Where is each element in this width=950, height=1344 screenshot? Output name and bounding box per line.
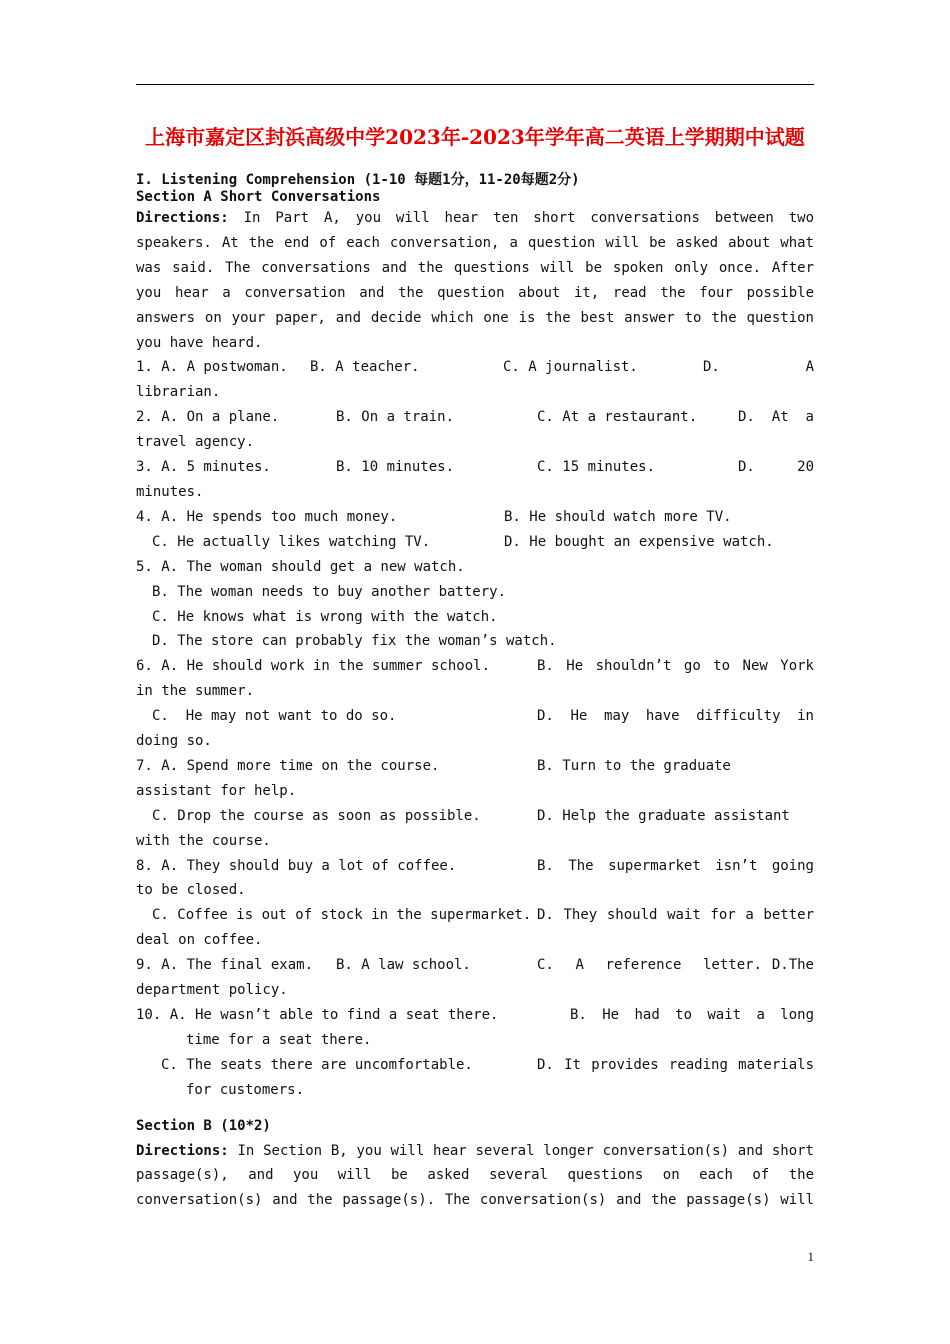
q9-option-c: C. A reference letter. bbox=[537, 957, 762, 974]
q1-option-b: B. A teacher. bbox=[310, 359, 420, 376]
q7-d-wrap: with the course. bbox=[136, 832, 271, 849]
q7-option-b: B. Turn to the graduate bbox=[537, 757, 731, 774]
directions-label: Directions: bbox=[136, 210, 229, 226]
q2-wrap: travel agency. bbox=[136, 434, 255, 451]
q2-option-b: B. On a train. bbox=[336, 409, 455, 426]
q1-option-d: D. A bbox=[703, 359, 814, 376]
directions-a-line-1: Directions: In Part A, you will hear ten short conversations between two bbox=[136, 210, 814, 226]
question-1 bbox=[136, 355, 814, 380]
q9-wrap: department policy. bbox=[136, 982, 288, 999]
q5-option-c: C. He knows what is wrong with the watch. bbox=[152, 608, 498, 625]
q1-option-a: 1. A. A postwoman. bbox=[136, 359, 288, 376]
directions-b-line-2: passage(s), and you will be asked several questions on each of the bbox=[136, 1167, 814, 1184]
q6-option-c: C. He may not want to do so. bbox=[152, 708, 397, 725]
q6-option-d: D. He may have difficulty in bbox=[537, 708, 814, 725]
question-6-cd bbox=[136, 704, 814, 729]
q3-option-d: D. 20 bbox=[738, 459, 814, 476]
question-10 bbox=[136, 1003, 814, 1028]
q8-d-wrap: deal on coffee. bbox=[136, 932, 263, 949]
q8-option-d: D. They should wait for a better bbox=[537, 907, 814, 924]
q6-option-a: 6. A. He should work in the summer school. bbox=[136, 658, 491, 675]
directions-b-label: Directions: bbox=[136, 1142, 229, 1159]
directions-a-line-2: speakers. At the end of each conversation, a question will be asked about what bbox=[136, 234, 814, 251]
directions-b-line-1: Directions: In Section B, you will hear several longer conversation(s) and short bbox=[136, 1142, 814, 1159]
q10-option-c: C. The seats there are uncomfortable. bbox=[161, 1056, 473, 1073]
directions-b-line-3: conversation(s) and the passage(s). The conversation(s) and the passage(s) will bbox=[136, 1192, 814, 1209]
q5-option-a: 5. A. The woman should get a new watch. bbox=[136, 558, 465, 575]
question-7 bbox=[136, 754, 814, 779]
q2-option-d: D. At a bbox=[738, 409, 814, 426]
q3-option-b: B. 10 minutes. bbox=[336, 459, 455, 476]
section-a-heading: Section A Short Conversations bbox=[136, 189, 381, 205]
q4-option-c: C. He actually likes watching TV. bbox=[152, 533, 431, 550]
q8-option-a: 8. A. They should buy a lot of coffee. bbox=[136, 857, 457, 874]
q3-option-c: C. 15 minutes. bbox=[537, 459, 656, 476]
q4-option-b: B. He should watch more TV. bbox=[504, 508, 732, 525]
exam-content bbox=[136, 172, 814, 1213]
q7-b-wrap: assistant for help. bbox=[136, 782, 297, 799]
q9-option-d: D.The bbox=[771, 957, 814, 974]
question-9 bbox=[136, 953, 814, 978]
q8-option-b: B. The supermarket isn’t going bbox=[537, 857, 814, 874]
question-8-cd bbox=[136, 903, 814, 928]
q6-b-wrap: in the summer. bbox=[136, 683, 255, 700]
q7-option-d: D. Help the graduate assistant bbox=[537, 807, 790, 824]
q6-d-wrap: doing so. bbox=[136, 733, 212, 750]
page-title: 上海市嘉定区封浜高级中学2023年-2023年学年高二英语上学期期中试题 bbox=[145, 125, 805, 149]
q2-option-a: 2. A. On a plane. bbox=[136, 409, 280, 426]
directions-a-line-3: was said. The conversations and the questions will be spoken only once. After bbox=[136, 259, 814, 276]
q3-option-a: 3. A. 5 minutes. bbox=[136, 459, 271, 476]
question-2 bbox=[136, 405, 814, 430]
q10-option-a: 10. A. He wasn’t able to find a seat there. bbox=[136, 1007, 499, 1023]
q7-option-c: C. Drop the course as soon as possible. bbox=[152, 807, 481, 824]
directions-a-line-5: answers on your paper, and decide which one is the best answer to the question bbox=[136, 309, 814, 326]
q9-option-a: 9. A. The final exam. bbox=[136, 957, 314, 974]
directions-a-line-4: you hear a conversation and the question about it, read the four possible bbox=[136, 284, 814, 301]
q4-option-a: 4. A. He spends too much money. bbox=[136, 508, 398, 525]
q2-option-c: C. At a restaurant. bbox=[537, 409, 698, 426]
q4-option-d: D. He bought an expensive watch. bbox=[504, 533, 774, 550]
question-6 bbox=[136, 654, 814, 679]
question-10-cd bbox=[136, 1053, 814, 1078]
directions-a-line-6: you have heard. bbox=[136, 334, 263, 351]
q8-option-c: C. Coffee is out of stock in the supermarket. bbox=[152, 907, 532, 924]
q10-d-wrap: for customers. bbox=[186, 1081, 305, 1098]
question-4-cd bbox=[136, 530, 814, 555]
question-8 bbox=[136, 854, 814, 879]
page-number: 1 bbox=[807, 1249, 814, 1264]
question-3 bbox=[136, 455, 814, 480]
q3-wrap: minutes. bbox=[136, 483, 204, 500]
q10-option-d: D. It provides reading materials bbox=[537, 1056, 814, 1073]
section-b-heading: Section B (10*2) bbox=[136, 1117, 271, 1134]
question-4 bbox=[136, 505, 814, 530]
q5-option-d: D. The store can probably fix the woman’s watch. bbox=[152, 633, 557, 650]
q5-option-b: B. The woman needs to buy another battery. bbox=[152, 583, 507, 600]
q9-option-b: B. A law school. bbox=[336, 957, 471, 974]
q10-option-b: B. He had to wait a long bbox=[570, 1007, 814, 1023]
q1-option-c: C. A journalist. bbox=[503, 359, 638, 376]
q6-option-b: B. He shouldn’t go to New York bbox=[537, 658, 814, 675]
header-rule bbox=[136, 84, 814, 85]
q10-b-wrap: time for a seat there. bbox=[186, 1031, 372, 1048]
section-1-heading: I. Listening Comprehension (1-10 每题1分，11-20每题2分) bbox=[136, 172, 580, 188]
question-7-cd bbox=[136, 804, 814, 829]
q7-option-a: 7. A. Spend more time on the course. bbox=[136, 757, 440, 774]
q1-wrap: librarian. bbox=[136, 384, 221, 401]
q8-b-wrap: to be closed. bbox=[136, 882, 246, 899]
